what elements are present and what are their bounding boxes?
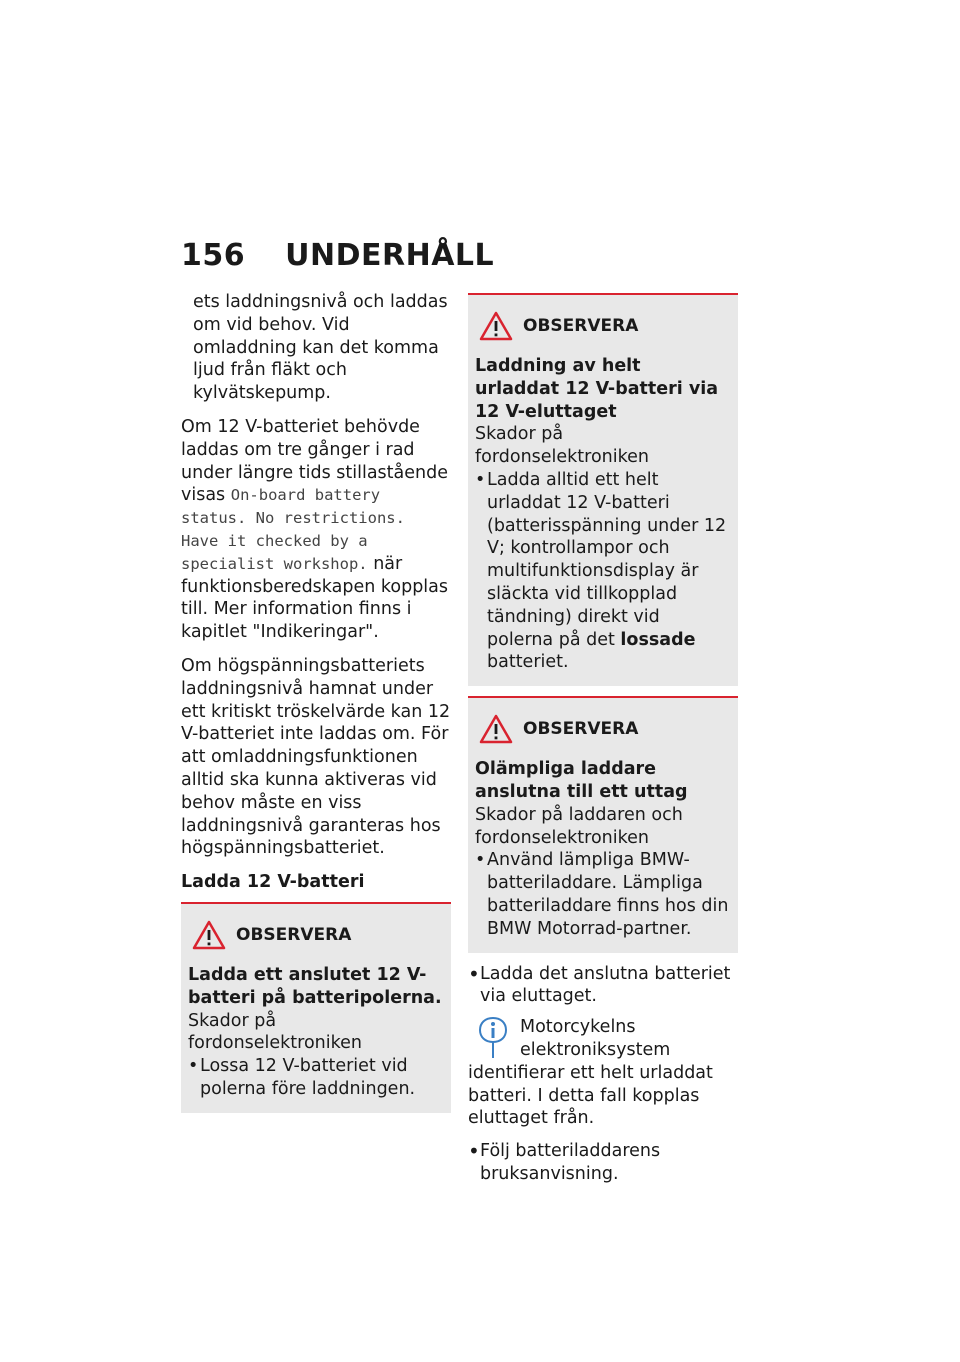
warning-text: Skador på fordonselektroniken: [475, 424, 650, 468]
step-item: • Följ batteriladdarens bruksanvisning.: [468, 1140, 738, 1186]
warning-triangle-icon: [479, 714, 513, 744]
warning-text: Skador på laddaren och fordonselektroniken: [475, 804, 683, 848]
section-heading: Ladda 12 V-batteri: [181, 872, 365, 893]
chapter-title: UNDERHÅLL: [285, 238, 495, 273]
info-icon: [478, 1016, 508, 1060]
info-note: [468, 1016, 738, 1130]
warning-bullet: • Ladda alltid ett helt urladdat 12 V-batteri (batterisspänning under 12 V; kontrollampor och multifunktionsdisplay är släckta vid tillkopplad tändning) direkt vid polerna på det lossade batteriet.: [475, 469, 730, 674]
warning-text: Skador på fordonselektroniken: [188, 1010, 363, 1054]
right-column: [468, 293, 738, 1194]
warning-title: Olämpliga laddare anslutna till ett uttag: [475, 759, 688, 802]
emphasis: lossade: [620, 629, 696, 650]
warning-title: Laddning av helt urladdat 12 V-batteri via 12 V-eluttaget: [475, 356, 719, 422]
warning-bullet: • Lossa 12 V-batteriet vid polerna före laddningen.: [188, 1055, 443, 1101]
steps-list: [468, 963, 738, 1009]
warning-bullet: • Använd lämpliga BMW-batteriladdare. Lämpliga batteriladdare finns hos din BMW Motorrad-partner.: [475, 849, 730, 940]
steps-list: [468, 1140, 738, 1186]
info-text: Motorcykelns elektroniksystem identifierar ett helt urladdat batteri. I detta fall kopplas eluttaget från.: [468, 1017, 713, 1129]
warning-box: [181, 902, 451, 1113]
warning-triangle-icon: [192, 920, 226, 950]
warning-label: OBSERVERA: [523, 718, 639, 739]
page-header: [181, 238, 494, 273]
warning-title: Ladda ett anslutet 12 V-batteri på batteripolerna.: [188, 964, 442, 1008]
warning-box: [468, 696, 738, 952]
high-voltage-paragraph: Om högspänningsbatteriets laddningsnivå hamnat under ett kritiskt tröskelvärde kan 12 V-batteriet inte laddas om. För att omladdningsfunktionen alltid ska kunna aktiveras vid behov måste en viss laddningsnivå garanteras hos högspänningsbatteriet.: [181, 655, 451, 859]
step-item: • Ladda det anslutna batteriet via eluttaget.: [468, 963, 738, 1009]
warning-box: [468, 293, 738, 686]
display-message: On-board battery status. No restrictions. Have it checked by a specialist workshop.: [181, 486, 405, 573]
continued-paragraph: ets laddningsnivå och laddas om vid behov. Vid omladdning kan det komma ljud från fläkt och kylvätskepump.: [193, 292, 448, 404]
warning-label: OBSERVERA: [523, 315, 639, 336]
left-column: [181, 291, 451, 1123]
warning-triangle-icon: [479, 311, 513, 341]
warning-label: OBSERVERA: [236, 924, 352, 945]
battery-status-paragraph: Om 12 V-batteriet behövde laddas om tre gånger i rad under längre tids stillastående visas On-board battery status. No restrictions. Have it checked by a specialist workshop. när funktionsberedskapen kopplas till. Mer information finns i kapitlet "Indikeringar".: [181, 416, 449, 643]
page-number: 156: [181, 238, 246, 273]
